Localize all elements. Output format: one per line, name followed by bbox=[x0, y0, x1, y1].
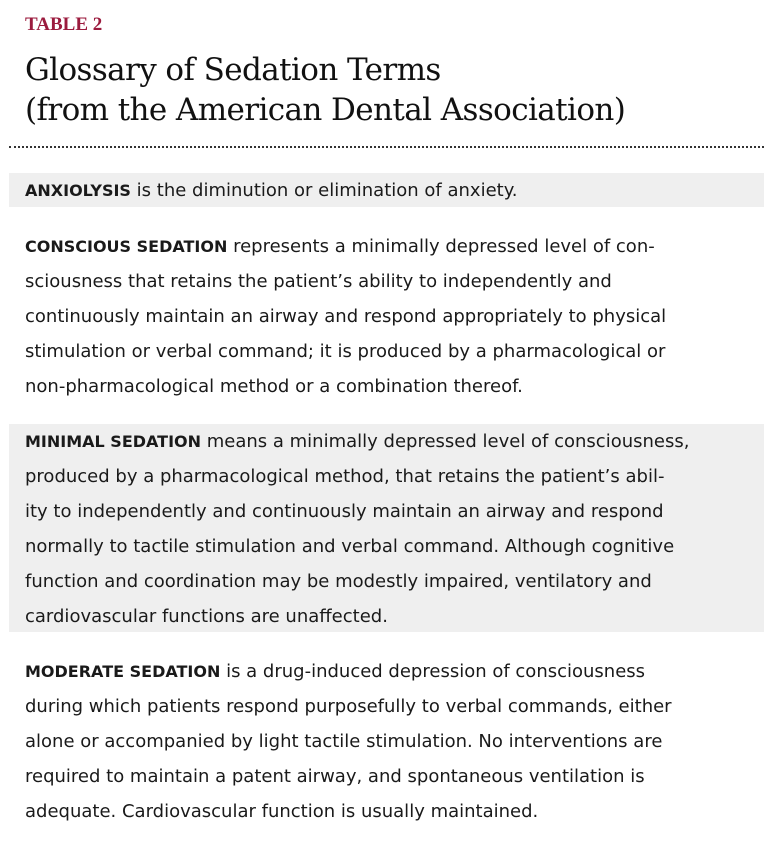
definition-text: adequate. Cardiovascular function is usually maintained. bbox=[25, 801, 539, 822]
definition-text: represents a minimally depressed level of con- bbox=[227, 236, 655, 257]
definition-text: function and coordination may be modestly impaired, ventilatory and bbox=[25, 571, 652, 592]
glossary-term: MODERATE SEDATION bbox=[25, 662, 221, 681]
entry-line bbox=[25, 654, 754, 689]
definition-text: ity to independently and continuously maintain an airway and respond bbox=[25, 501, 664, 522]
definition-text: normally to tactile stimulation and verbal command. Although cognitive bbox=[25, 536, 675, 557]
entry-line bbox=[25, 424, 754, 459]
dotted-divider bbox=[9, 146, 764, 148]
definition-text: continuously maintain an airway and respond appropriately to physical bbox=[25, 306, 667, 327]
definition-text: is a drug-induced depression of consciousness bbox=[220, 661, 646, 682]
glossary-term: ANXIOLYSIS bbox=[25, 181, 131, 200]
definition-text: during which patients respond purposefully to verbal commands, either bbox=[25, 696, 672, 717]
glossary-term: CONSCIOUS SEDATION bbox=[25, 237, 228, 256]
glossary-entry-conscious-sedation bbox=[9, 229, 764, 404]
glossary-entry-minimal-sedation bbox=[9, 424, 764, 632]
entry-line bbox=[25, 173, 754, 208]
definition-text: non-pharmacological method or a combination thereof. bbox=[25, 376, 523, 397]
definition-text: alone or accompanied by light tactile stimulation. No interventions are bbox=[25, 731, 663, 752]
definition-text: produced by a pharmacological method, that retains the patient’s abil- bbox=[25, 466, 665, 487]
definition-text: cardiovascular functions are unaffected. bbox=[25, 606, 388, 627]
title-line-1: Glossary of Sedation Terms bbox=[25, 52, 441, 88]
definition-text: sciousness that retains the patient’s ability to independently and bbox=[25, 271, 612, 292]
definition-text: means a minimally depressed level of consciousness, bbox=[201, 431, 690, 452]
glossary-term: MINIMAL SEDATION bbox=[25, 432, 202, 451]
glossary-entry-anxiolysis bbox=[9, 173, 764, 207]
title-line-2: (from the American Dental Association) bbox=[25, 92, 626, 128]
glossary-entry-moderate-sedation bbox=[9, 654, 764, 829]
entry-line bbox=[25, 229, 754, 264]
table-label: TABLE 2 bbox=[25, 14, 103, 35]
definition-text: stimulation or verbal command; it is produced by a pharmacological or bbox=[25, 341, 666, 362]
definition-text: is the diminution or elimination of anxiety. bbox=[130, 180, 518, 201]
page-title bbox=[25, 50, 765, 130]
definition-text: required to maintain a patent airway, and spontaneous ventilation is bbox=[25, 766, 645, 787]
